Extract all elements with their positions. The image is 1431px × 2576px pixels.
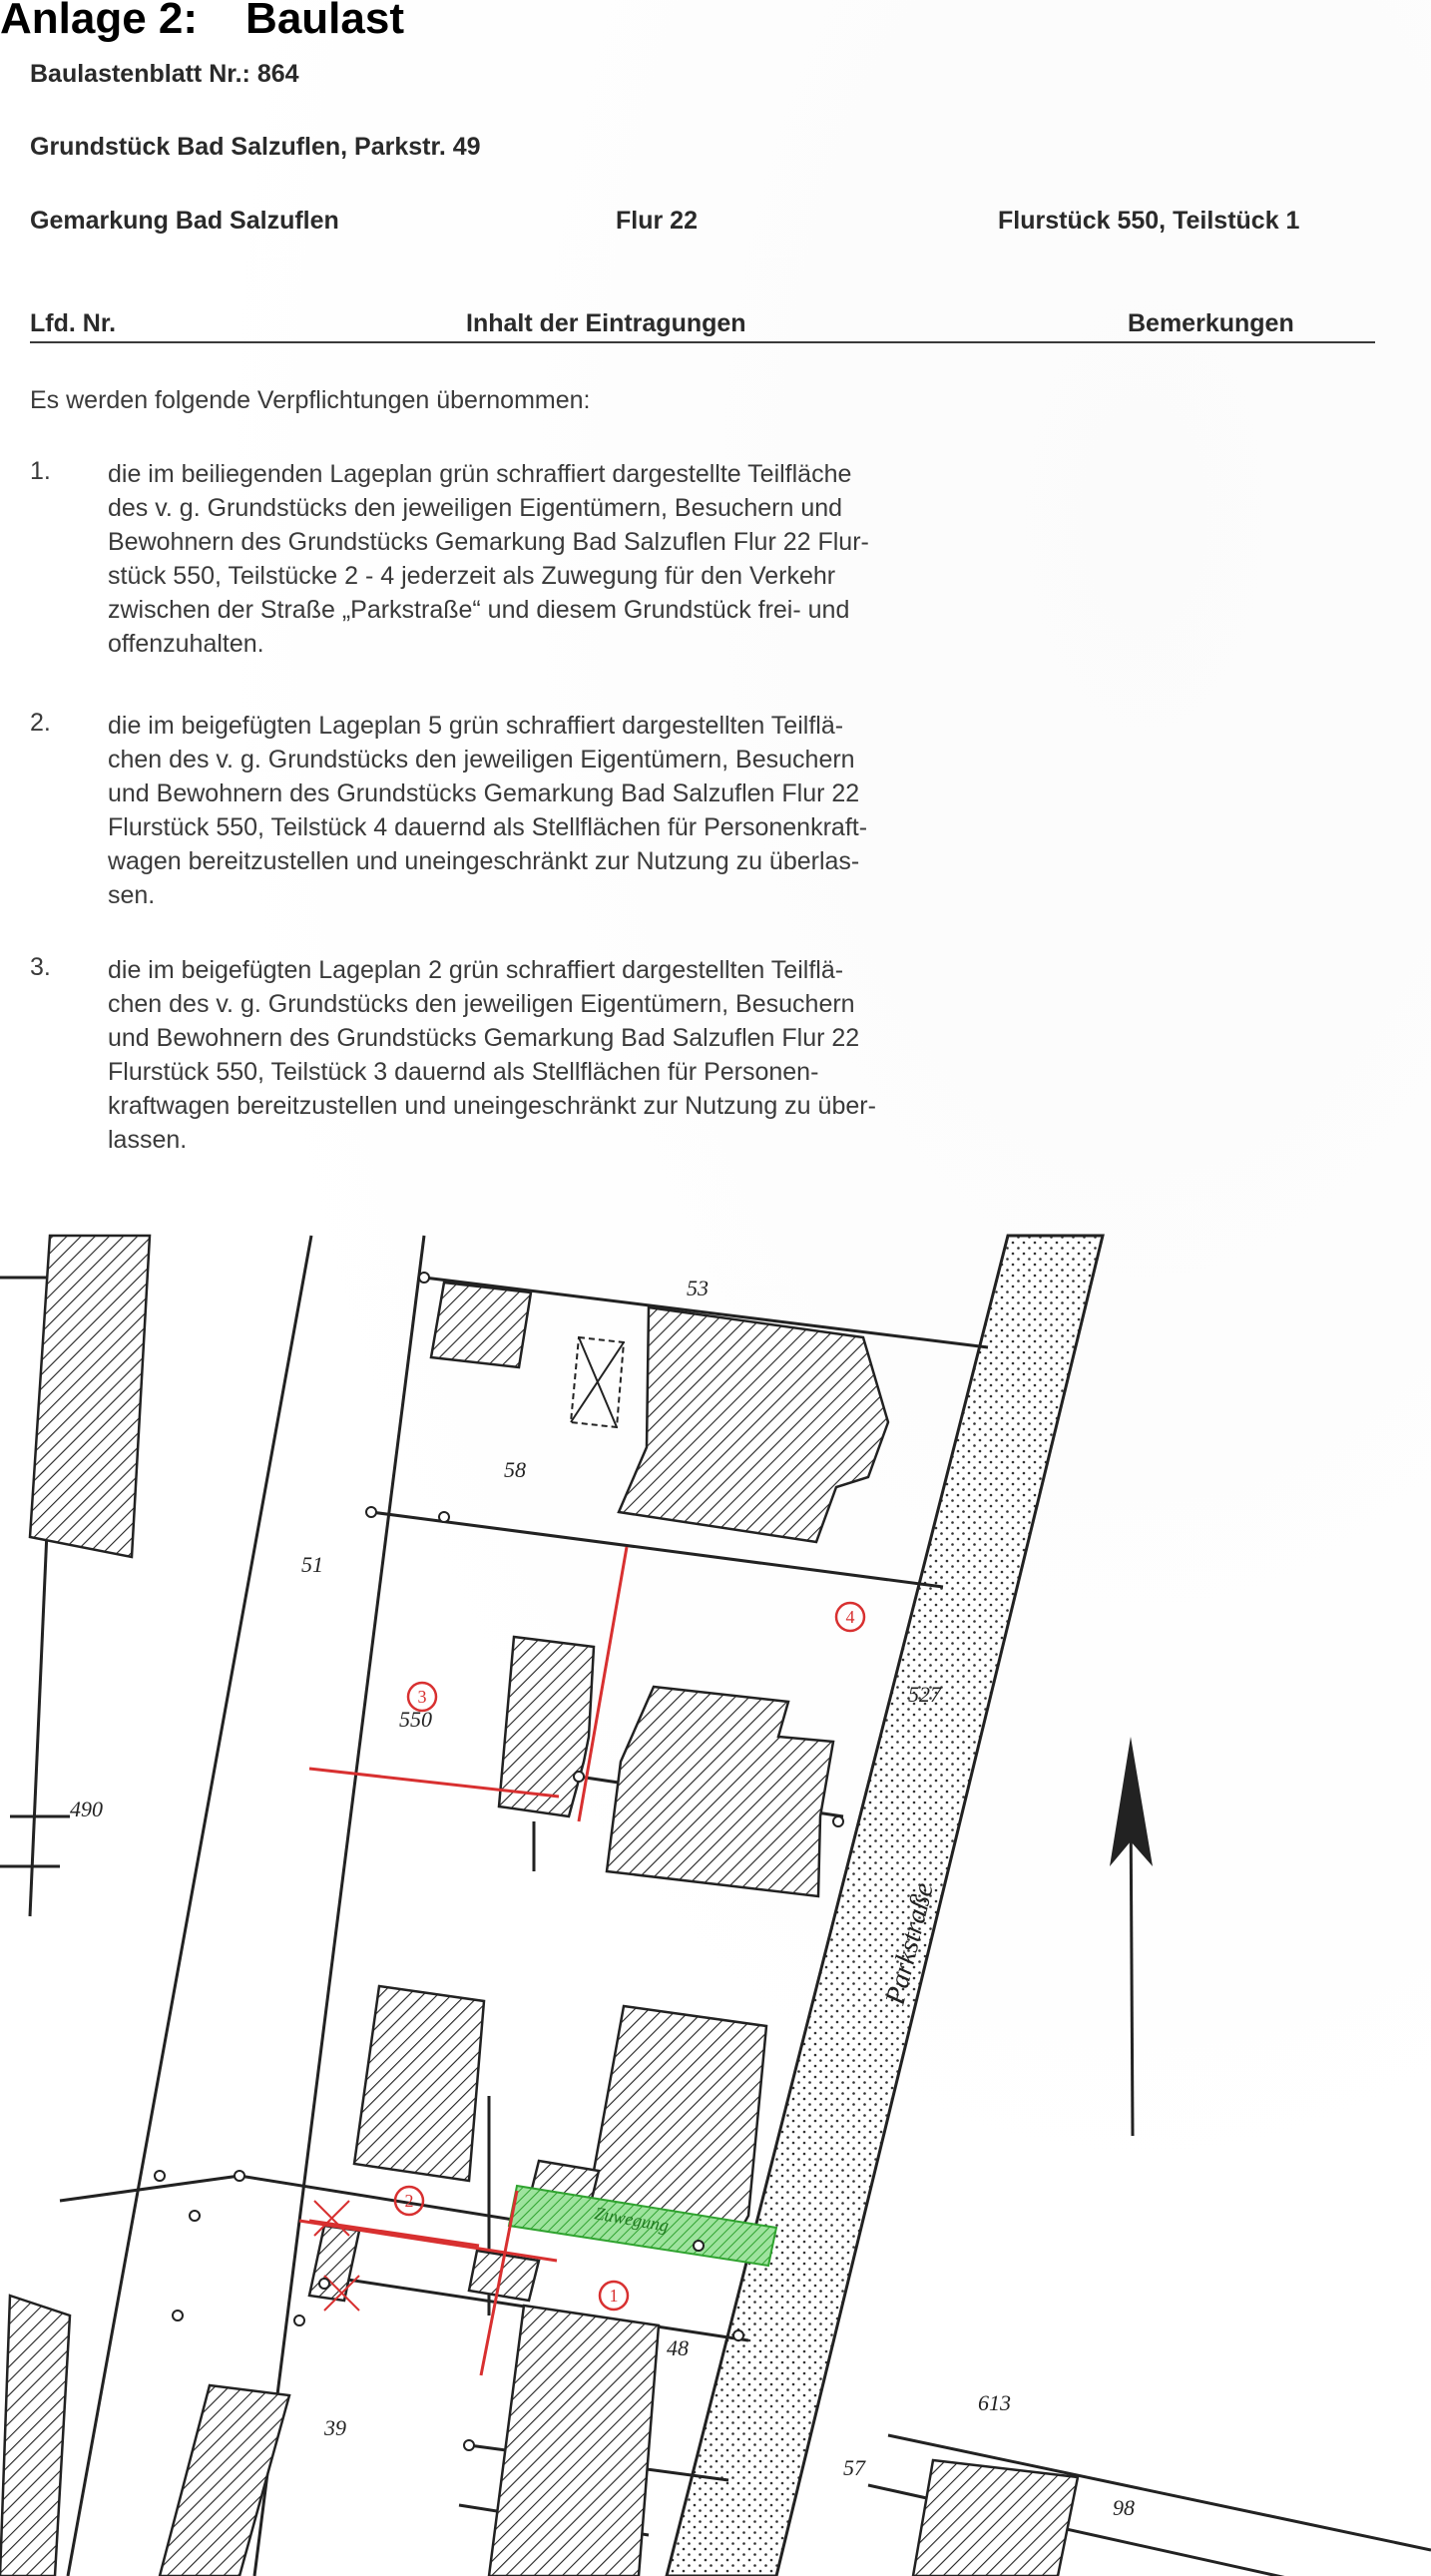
- part-marker-number: 1: [609, 2286, 619, 2306]
- building: [30, 1236, 150, 1557]
- item-line: Bewohnern des Grundstücks Gemarkung Bad Salzuflen Flur 22 Flur-: [108, 528, 869, 556]
- item-line: kraftwagen bereitzustellen und uneingeschränkt zur Nutzung zu über-: [108, 1092, 876, 1120]
- column-bemerkungen: Bemerkungen: [1128, 309, 1294, 337]
- building: [354, 1986, 484, 2181]
- building: [619, 1307, 888, 1542]
- intro-text: Es werden folgende Verpflichtungen übernommen:: [30, 386, 591, 414]
- item-line: chen des v. g. Grundstücks den jeweiligen Eigentümern, Besuchern: [108, 990, 855, 1018]
- header-rule: [30, 341, 1375, 343]
- item-line: offenzuhalten.: [108, 630, 264, 658]
- flurstueck: Flurstück 550, Teilstück 1: [998, 207, 1300, 235]
- heading-label: Anlage 2:: [0, 0, 199, 43]
- heading-title: Baulast: [245, 0, 404, 43]
- item-text: [108, 709, 1106, 912]
- item-line: die im beiliegenden Lageplan grün schraffiert dargestellte Teilfläche: [108, 460, 852, 488]
- parcel-label: 490: [70, 1797, 103, 1821]
- item-line: Flurstück 550, Teilstück 3 dauernd als Stellflächen für Personen-: [108, 1058, 819, 1086]
- property-line: Grundstück Bad Salzuflen, Parkstr. 49: [30, 133, 481, 161]
- building: [309, 2226, 359, 2301]
- item-line: sen.: [108, 881, 156, 909]
- item-line: des v. g. Grundstücks den jeweiligen Eigentümern, Besuchern und: [108, 494, 843, 522]
- item-line: wagen bereitzustellen und uneingeschränkt zur Nutzung zu überlas-: [108, 847, 860, 875]
- parcel-label: 98: [1113, 2495, 1135, 2520]
- site-plan-map: [0, 1218, 1431, 2576]
- building: [913, 2460, 1078, 2576]
- item-line: und Bewohnern des Grundstücks Gemarkung Bad Salzuflen Flur 22: [108, 1024, 860, 1052]
- parcel-label: 39: [324, 2415, 346, 2440]
- item-number: 2.: [30, 709, 51, 737]
- parcel-label: 48: [667, 2335, 689, 2360]
- building: [607, 1687, 833, 1896]
- item-text: [108, 457, 1106, 661]
- item-line: lassen.: [108, 1126, 188, 1154]
- gemarkung: Gemarkung Bad Salzuflen: [30, 207, 339, 235]
- parcel-label: 58: [504, 1457, 526, 1482]
- part-marker-number: 4: [845, 1607, 855, 1627]
- item-line: zwischen der Straße „Parkstraße“ und diesem Grundstück frei- und: [108, 596, 850, 624]
- item-line: die im beigefügten Lageplan 5 grün schraffiert dargestellten Teilflä-: [108, 712, 844, 740]
- parcel-label: 613: [978, 2390, 1011, 2415]
- part-marker-number: 3: [417, 1687, 427, 1707]
- building: [489, 2306, 659, 2576]
- item-text: [108, 953, 1106, 1157]
- item-line: und Bewohnern des Grundstücks Gemarkung Bad Salzuflen Flur 22: [108, 779, 860, 807]
- parcel-label: 53: [687, 1276, 709, 1300]
- flur: Flur 22: [616, 207, 698, 235]
- sheet-number: Baulastenblatt Nr.: 864: [30, 60, 299, 88]
- parcel-label: 57: [843, 2455, 865, 2480]
- building: [499, 1637, 594, 1816]
- parcel-label: 527: [908, 1682, 941, 1707]
- parcel-label: 51: [301, 1552, 323, 1577]
- item-number: 3.: [30, 953, 51, 981]
- zuwegung-label: Zuwegung: [593, 2203, 671, 2236]
- item-line: Flurstück 550, Teilstück 4 dauernd als Stellflächen für Personenkraft-: [108, 813, 868, 841]
- column-lfd-nr: Lfd. Nr.: [30, 309, 117, 337]
- column-inhalt: Inhalt der Eintragungen: [466, 309, 746, 337]
- building: [0, 2296, 70, 2576]
- document-heading: [0, 0, 404, 44]
- item-number: 1.: [30, 457, 51, 485]
- north-arrow-icon: [1110, 1737, 1153, 2136]
- building: [431, 1283, 531, 1367]
- part-marker-number: 2: [404, 2191, 414, 2211]
- street-name: Parkstraße: [879, 1879, 940, 2008]
- item-line: stück 550, Teilstücke 2 - 4 jederzeit als Zuwegung für den Verkehr: [108, 562, 836, 590]
- building: [160, 2385, 289, 2576]
- crossed-square-icon: [571, 1337, 624, 1427]
- item-line: chen des v. g. Grundstücks den jeweiligen Eigentümern, Besuchern: [108, 746, 855, 773]
- item-line: die im beigefügten Lageplan 2 grün schraffiert dargestellten Teilflä-: [108, 956, 844, 984]
- parcel-label: 550: [399, 1707, 432, 1732]
